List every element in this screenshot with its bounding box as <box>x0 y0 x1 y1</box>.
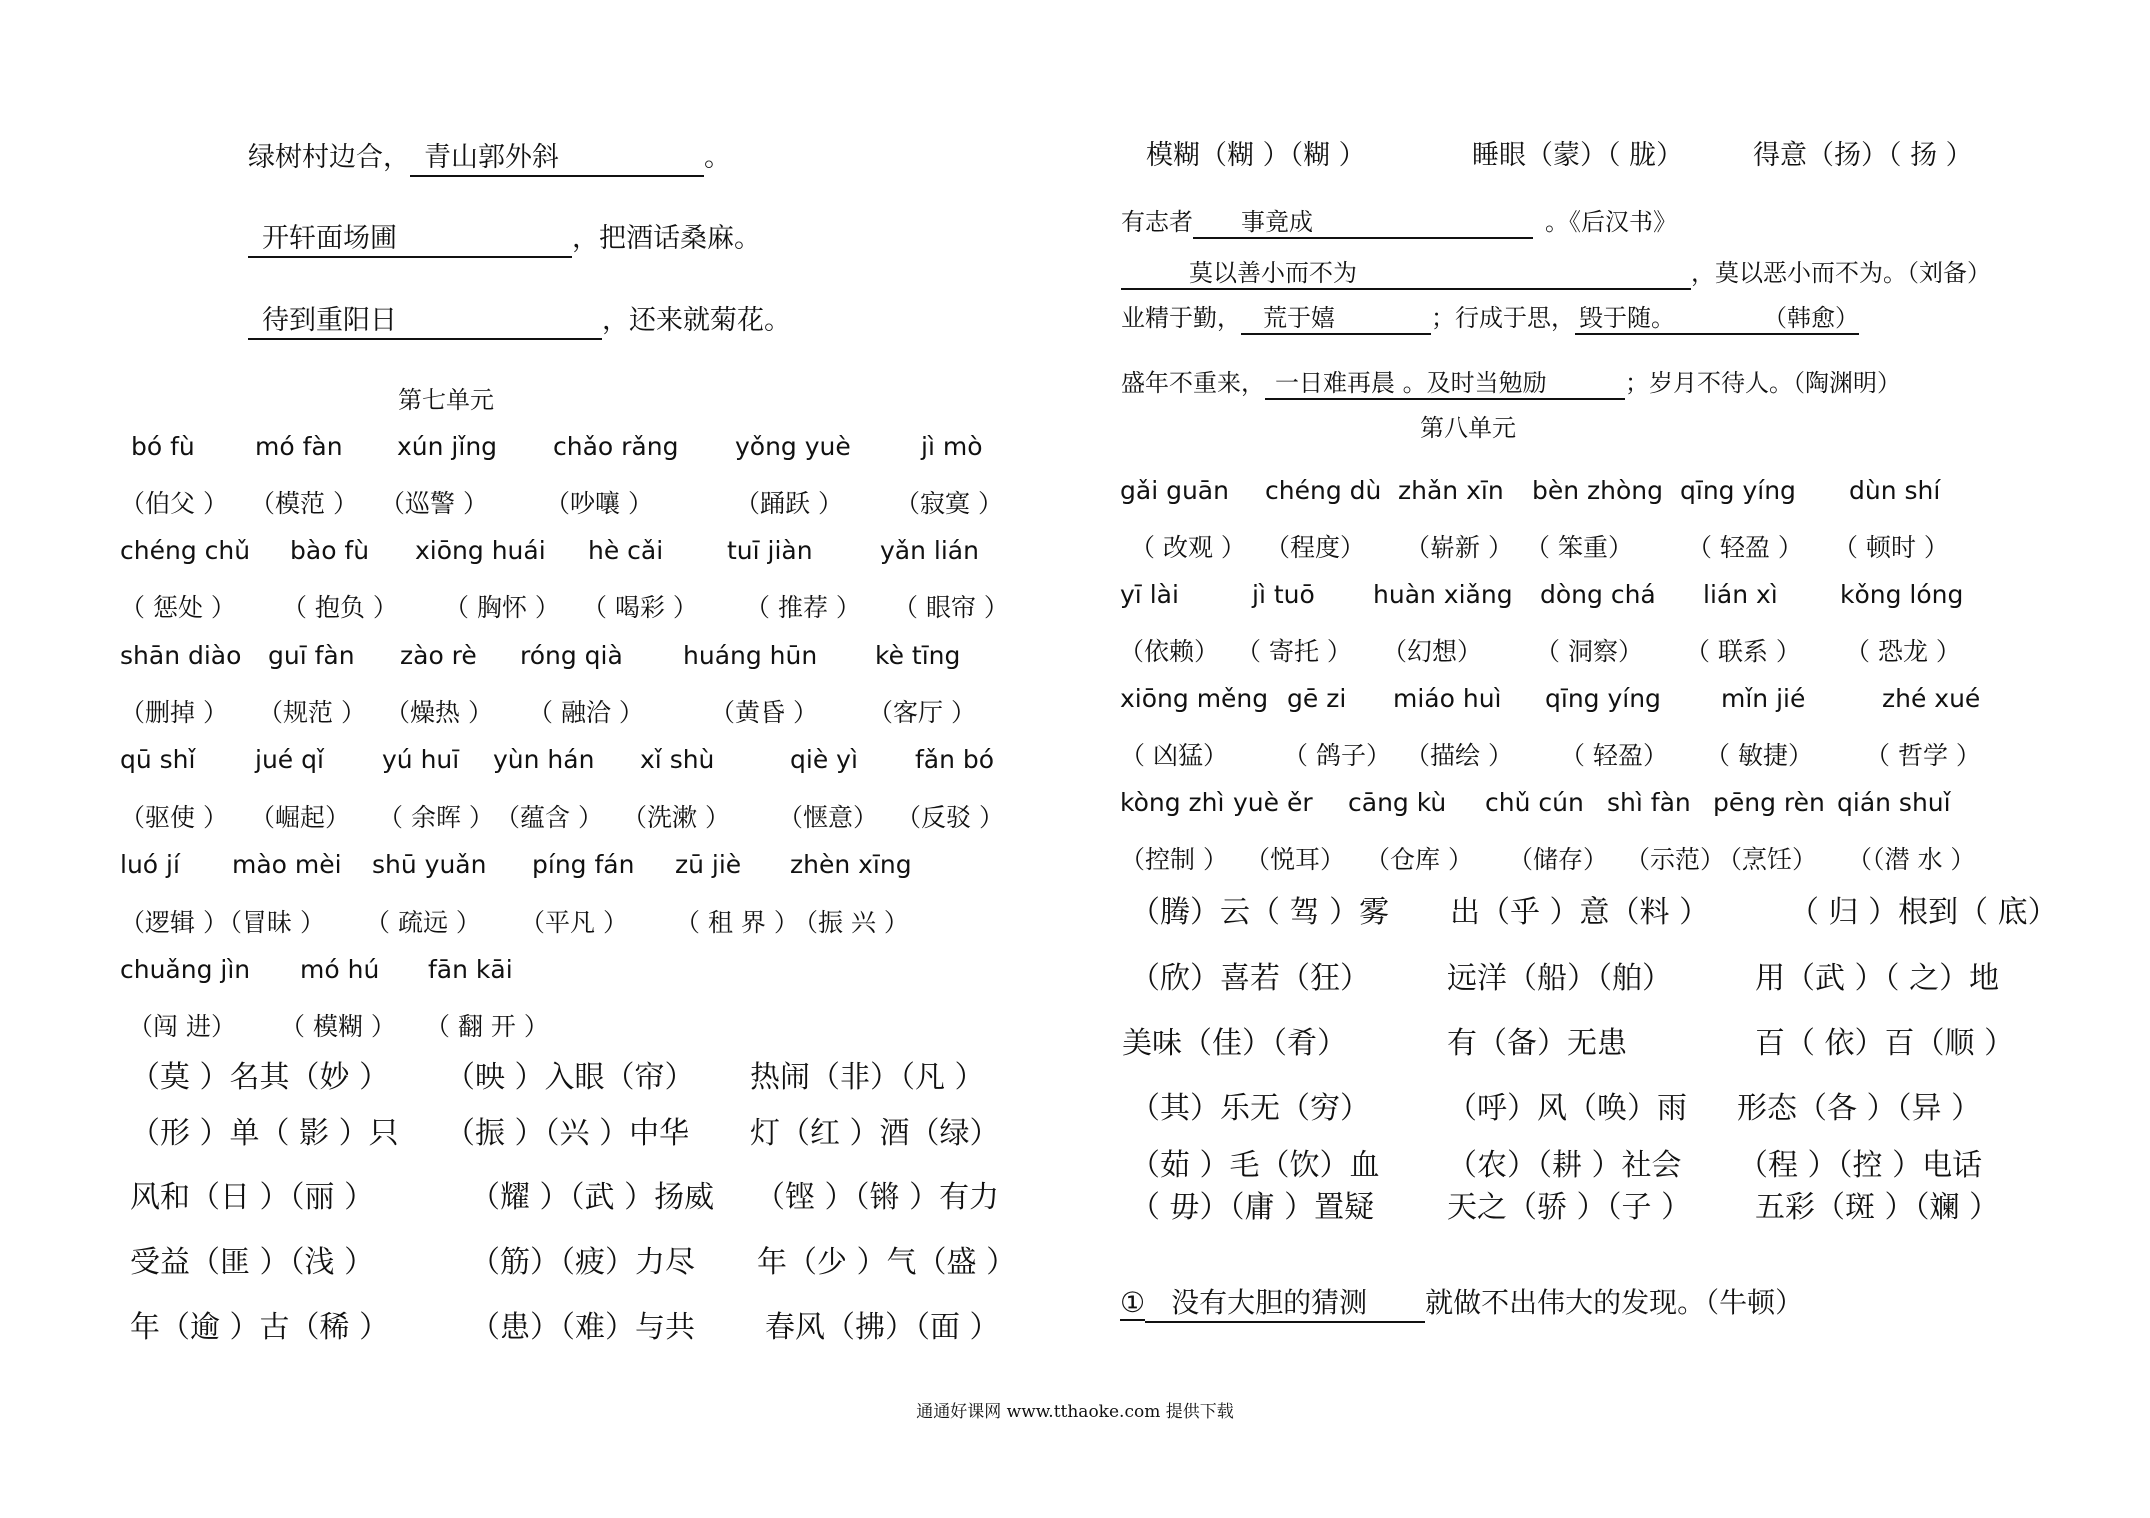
word: （ 联系 ） <box>1685 637 1801 666</box>
word: （ 疏远 ） <box>365 908 481 937</box>
quote-line <box>1121 202 1677 239</box>
pinyin: zào rè <box>400 641 477 670</box>
pinyin-row <box>0 432 1105 466</box>
idiom: （ 归 ）根到（ 底） <box>1789 895 2058 930</box>
pinyin: huáng hūn <box>683 641 818 670</box>
idiom: 远洋（船）（舶） <box>1447 961 1672 996</box>
quote-text: ；行成于思， <box>1431 304 1575 332</box>
word: （悦耳） <box>1245 845 1346 874</box>
idiom-row <box>0 1172 1105 1215</box>
idiom: 模糊（糊 ）（糊 ） <box>1146 140 1366 171</box>
pinyin: qīng yíng <box>1680 476 1796 505</box>
quote-answer: 事竟成 <box>1193 202 1533 239</box>
word: （ 融洽 ） <box>528 698 644 727</box>
idiom: 美味（佳）（肴） <box>1122 1026 1347 1061</box>
pinyin: xiōng huái <box>415 536 546 565</box>
idiom: （欣）喜若（狂） <box>1130 961 1370 996</box>
word-row <box>0 1007 1105 1041</box>
pinyin: chéng chǔ <box>120 536 251 565</box>
word-row <box>1105 736 2150 770</box>
word: （控制 ） <box>1120 845 1228 874</box>
word: （驱使 ） <box>120 803 228 832</box>
word: （闯 进） <box>128 1012 236 1041</box>
idiom: 灯（红 ）酒（绿） <box>750 1116 1000 1151</box>
pinyin: gē zi <box>1287 684 1347 713</box>
word: （惬意） <box>778 803 879 832</box>
idiom-row <box>1105 1182 2150 1225</box>
idiom: 形态（各 ）（异 ） <box>1737 1091 1982 1126</box>
pinyin: mó hú <box>300 955 380 984</box>
pinyin: tuī jiàn <box>727 536 813 565</box>
pinyin: pēng rèn <box>1713 788 1825 817</box>
pinyin: xǐ shù <box>640 745 715 774</box>
pinyin: zū jiè <box>675 850 742 879</box>
word: （ 喝彩 ） <box>582 593 698 622</box>
pinyin: qián shuǐ <box>1837 788 1951 817</box>
word: （ 轻盈） <box>1560 741 1668 770</box>
pinyin-row <box>1105 580 2150 614</box>
word-row <box>1105 632 2150 666</box>
idiom-row <box>1105 887 2150 930</box>
pinyin: yú huī <box>382 745 460 774</box>
pinyin-row <box>1105 788 2150 822</box>
quote-text: 有志者 <box>1121 208 1193 236</box>
word: （ 轻盈 ） <box>1687 533 1803 562</box>
idiom: 春风（拂）（面 ） <box>765 1310 1000 1345</box>
word: （逻辑 ） <box>120 908 228 937</box>
quote-line <box>1121 253 1991 290</box>
word: （规范 ） <box>258 698 366 727</box>
idiom: （莫 ）名其（妙 ） <box>130 1060 390 1095</box>
pinyin-row <box>0 641 1105 675</box>
idiom: 风和（日 ）（丽 ） <box>130 1180 375 1215</box>
pinyin: miáo huì <box>1393 684 1502 713</box>
pinyin-row <box>0 850 1105 884</box>
pinyin: kòng zhì <box>1120 788 1225 817</box>
word: （ 眼帘 ） <box>893 593 1009 622</box>
idiom-row <box>1105 1083 2150 1126</box>
word: （崛起） <box>250 803 351 832</box>
word: （踊跃 ） <box>735 489 843 518</box>
pinyin: shū yuǎn <box>372 850 487 879</box>
word: （冒昧 ） <box>217 908 325 937</box>
pinyin: píng fán <box>532 850 635 879</box>
pinyin: yǒng yuè <box>735 432 851 461</box>
word: （ 模糊 ） <box>280 1012 396 1041</box>
word: （ 寄托 ） <box>1236 637 1352 666</box>
idiom: 五彩（斑 ）（斓 ） <box>1755 1190 2000 1225</box>
idiom: 受益（匪 ）（浅 ） <box>130 1245 375 1280</box>
word: （仓库 ） <box>1365 845 1473 874</box>
poem-answer: 青山郭外斜 <box>410 141 704 177</box>
quote-text: ，莫以恶小而不为。（刘备） <box>1691 259 1991 287</box>
poem-text: ，还来就菊花。 <box>602 305 791 336</box>
pinyin: chǔ cún <box>1485 788 1584 817</box>
poem-text: 绿树村边合， <box>248 142 410 173</box>
idiom-row <box>1105 953 2150 996</box>
word: （模范 ） <box>250 489 358 518</box>
pinyin: qiè yì <box>790 745 858 774</box>
word-row <box>0 693 1105 727</box>
idiom-row <box>1105 1018 2150 1061</box>
pinyin-row <box>0 745 1105 779</box>
word: （ 凶猛） <box>1120 741 1228 770</box>
pinyin: bó fù <box>131 432 195 461</box>
idiom: （筋）（疲）力尽 <box>470 1245 695 1280</box>
pinyin: fǎn bó <box>915 745 995 774</box>
pinyin: yǎn lián <box>880 536 979 565</box>
pinyin: chuǎng jìn <box>120 955 251 984</box>
quote-line <box>1121 298 1859 335</box>
word-row <box>0 484 1105 518</box>
idiom: 睡眼（蒙）（ 胧） <box>1472 140 1684 171</box>
pinyin: róng qià <box>520 641 623 670</box>
idiom: （耀 ）（武 ）扬威 <box>470 1180 715 1215</box>
idiom: （茹 ）毛（饮）血 <box>1130 1148 1380 1183</box>
idiom: （腾）云（ 驾 ）雾 <box>1130 895 1390 930</box>
pinyin-row <box>0 955 1105 989</box>
word: （巡警 ） <box>380 489 488 518</box>
pinyin: mào mèi <box>232 850 342 879</box>
word: （ 租 界 ） <box>675 908 799 937</box>
word: （ 笨重） <box>1525 533 1633 562</box>
pinyin: mó fàn <box>255 432 343 461</box>
pinyin: huàn xiǎng <box>1373 580 1513 609</box>
idiom: 年（逾 ）古（稀 ） <box>130 1310 390 1345</box>
pinyin: chéng dù <box>1265 476 1382 505</box>
word-row <box>0 588 1105 622</box>
word: （ 推荐 ） <box>745 593 861 622</box>
pinyin: kǒng lóng <box>1840 580 1964 609</box>
pinyin: luó jí <box>120 850 180 879</box>
word: （蕴含 ） <box>495 803 603 832</box>
quote-line <box>1121 363 1901 400</box>
footer-credit: 通通好课网 www.tthaoke.com 提供下载 <box>916 1402 1234 1422</box>
poem-line-3 <box>248 298 791 340</box>
poem-line-2 <box>248 216 761 258</box>
word: （ 改观 ） <box>1130 533 1246 562</box>
idiom-row <box>1105 1140 2150 1183</box>
idiom: 得意（扬）（ 扬 ） <box>1753 140 1973 171</box>
idiom: （ 毋）（庸 ）置疑 <box>1130 1190 1375 1225</box>
word: （平凡 ） <box>520 908 628 937</box>
idiom: 年（少 ）气（盛 ） <box>757 1245 1017 1280</box>
final-quote <box>1120 1281 1803 1323</box>
idiom: （呼）风（唤）雨 <box>1447 1091 1687 1126</box>
pinyin-row <box>1105 476 2150 510</box>
word: （ 洞察） <box>1535 637 1643 666</box>
word: （示范） <box>1625 845 1726 874</box>
poem-answer: 待到重阳日 <box>248 304 602 340</box>
word: （幻想） <box>1382 637 1483 666</box>
pinyin: jué qǐ <box>255 745 324 774</box>
word: （ 恐龙 ） <box>1845 637 1961 666</box>
idiom: （形 ）单（ 影 ）只 <box>130 1116 399 1151</box>
word: （描绘 ） <box>1405 741 1513 770</box>
poem-answer: 开轩面场圃 <box>248 222 572 258</box>
word-row <box>0 798 1105 832</box>
idiom-row <box>0 1052 1105 1095</box>
idiom: （患）（难）与共 <box>470 1310 695 1345</box>
word: （删掉 ） <box>120 698 228 727</box>
idiom: 用（武 ）（ 之）地 <box>1755 961 2000 996</box>
pinyin: zhé xué <box>1882 684 1981 713</box>
idiom: （农）（耕 ）社会 <box>1447 1148 1682 1183</box>
quote-text: 盛年不重来， <box>1121 369 1265 397</box>
pinyin: dòng chá <box>1540 580 1656 609</box>
idiom-row <box>0 1237 1105 1280</box>
idiom-row <box>0 1108 1105 1151</box>
pinyin: chǎo rǎng <box>553 432 679 461</box>
quote-answer: 莫以善小而不为 <box>1121 253 1691 290</box>
word: （储存） <box>1508 845 1609 874</box>
word: （程度） <box>1265 533 1366 562</box>
word: （黄昏 ） <box>710 698 818 727</box>
quote-answer: 一日难再晨 。及时当勉励 <box>1265 363 1625 400</box>
word: （ 翻 开 ） <box>425 1012 549 1041</box>
word: （ 敏捷） <box>1705 741 1813 770</box>
idiom: （程 ）（控 ）电话 <box>1738 1148 1983 1183</box>
pinyin: fān kāi <box>428 955 513 984</box>
idiom: 热闹（非）（凡 ） <box>750 1060 985 1095</box>
word: （寂寞 ） <box>895 489 1003 518</box>
quote-text: 业精于勤， <box>1121 304 1241 332</box>
idiom: （其）乐无（穷） <box>1130 1091 1370 1126</box>
pinyin: shān diào <box>120 641 242 670</box>
idiom: 天之（骄 ）（子 ） <box>1447 1190 1692 1225</box>
quote-answer: 荒于嬉 <box>1241 298 1431 335</box>
idiom: （振 ）（兴 ）中华 <box>445 1116 690 1151</box>
pinyin: qīng yíng <box>1545 684 1661 713</box>
poem-line-1 <box>248 135 731 177</box>
word: （ 哲学 ） <box>1865 741 1981 770</box>
word-row <box>1105 528 2150 562</box>
pinyin: qū shǐ <box>120 745 196 774</box>
word: （烹饪） <box>1717 845 1818 874</box>
word: （崭新 ） <box>1405 533 1513 562</box>
pinyin: jì tuō <box>1252 580 1315 609</box>
word: （（潜 水 ） <box>1847 845 1976 874</box>
word: （ 顿时 ） <box>1833 533 1949 562</box>
pinyin: zhǎn xīn <box>1398 476 1504 505</box>
pinyin: xiōng měng <box>1120 684 1269 713</box>
unit-heading: 第八单元 <box>1420 414 1516 442</box>
word-row <box>0 903 1105 937</box>
idiom: （铿 ）（锵 ）有力 <box>755 1180 1000 1215</box>
pinyin: guī fàn <box>268 641 355 670</box>
quote-text: （韩愈） <box>1725 298 1859 335</box>
quote-answer: 毁于随。 <box>1575 298 1725 335</box>
pinyin: xún jǐng <box>397 432 498 461</box>
word: （依赖） <box>1119 637 1220 666</box>
word: （客厅 ） <box>868 698 976 727</box>
pinyin: kè tīng <box>875 641 961 670</box>
pinyin: dùn shí <box>1849 476 1941 505</box>
pinyin: hè cǎi <box>588 536 664 565</box>
idiom: 百（ 依）百（顺 ） <box>1755 1026 2015 1061</box>
word: （ 抱负 ） <box>282 593 398 622</box>
unit-heading: 第七单元 <box>398 386 494 414</box>
pinyin: lián xì <box>1703 580 1778 609</box>
pinyin: gǎi guān <box>1120 476 1229 505</box>
word: （ 余晖 ） <box>378 803 494 832</box>
quote-text: 。《后汉书》 <box>1545 208 1677 236</box>
word-row <box>1105 840 2150 874</box>
pinyin: bào fù <box>290 536 370 565</box>
poem-text: 。 <box>704 142 731 173</box>
idiom: （映 ）入眼（帘） <box>445 1060 695 1095</box>
quote-text: 就做不出伟大的发现。（牛顿） <box>1425 1286 1804 1319</box>
quote-number: ① <box>1120 1286 1146 1319</box>
word: （吵嚷 ） <box>545 489 653 518</box>
idiom-row <box>0 1302 1105 1345</box>
idiom-row <box>1105 133 2150 173</box>
pinyin: mǐn jié <box>1721 684 1806 713</box>
pinyin: yī lài <box>1120 580 1179 609</box>
pinyin: shì fàn <box>1607 788 1691 817</box>
poem-text: ，把酒话桑麻。 <box>572 223 761 254</box>
pinyin: bèn zhòng <box>1532 476 1664 505</box>
word: （反驳 ） <box>896 803 1004 832</box>
word: （ 惩处 ） <box>120 593 236 622</box>
pinyin: zhèn xīng <box>790 850 912 879</box>
word: （ 鸽子） <box>1283 741 1391 770</box>
quote-answer: 没有大胆的猜测 <box>1145 1281 1425 1323</box>
pinyin: jì mò <box>921 432 983 461</box>
word: （燥热 ） <box>385 698 493 727</box>
word: （伯父 ） <box>120 489 228 518</box>
pinyin-row <box>0 536 1105 570</box>
quote-text: ；岁月不待人。（陶渊明） <box>1625 369 1901 397</box>
pinyin: yùn hán <box>493 745 595 774</box>
word: （ 胸怀 ） <box>444 593 560 622</box>
pinyin: cāng kù <box>1348 788 1447 817</box>
pinyin: yuè ěr <box>1233 788 1313 817</box>
word: （振 兴 ） <box>793 908 909 937</box>
idiom: 出（乎 ）意（料 ） <box>1450 895 1710 930</box>
idiom: 有（备）无患 <box>1447 1026 1627 1061</box>
pinyin-row <box>1105 684 2150 718</box>
word: （洗漱 ） <box>622 803 730 832</box>
